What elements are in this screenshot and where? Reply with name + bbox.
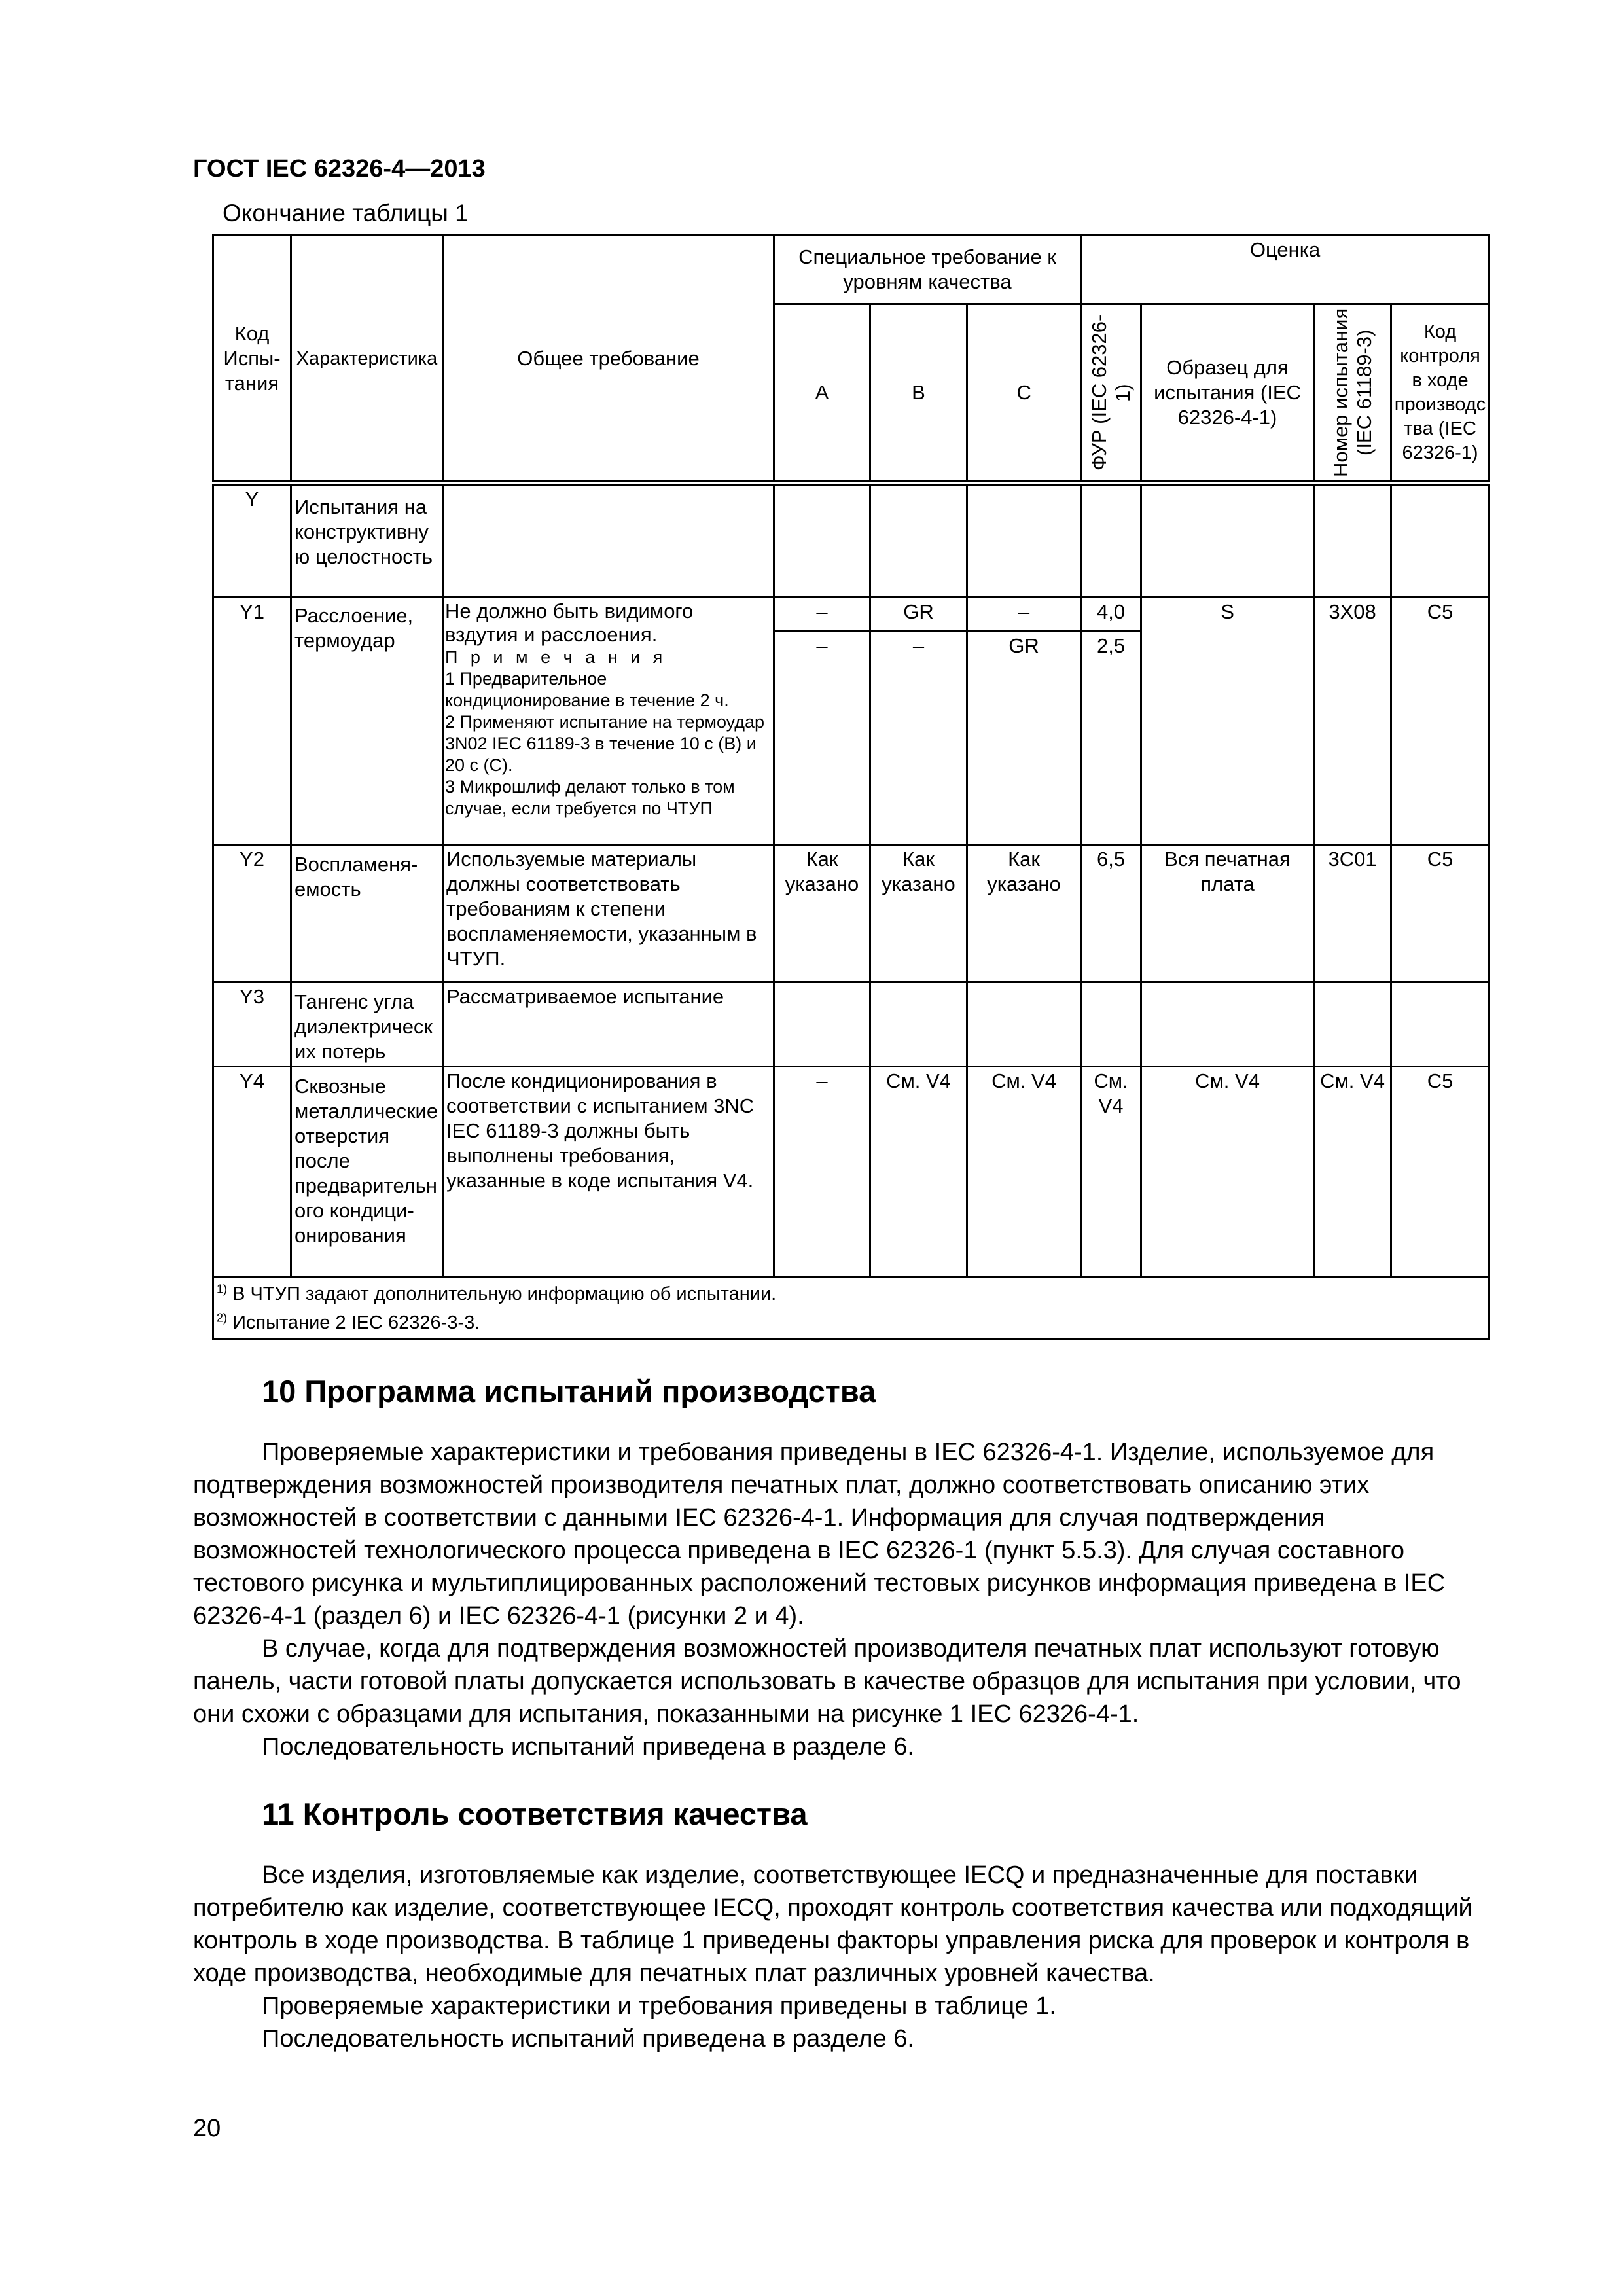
- th-c: C: [967, 304, 1081, 484]
- section-10-body: Проверяемые характеристики и требования приведены в IEC 62326-4-1. Изделие, используемое для подтверждения возможностей производителя печатных плат, должно соответствовать описанию этих возможностей в соответствии с данными IEC 62326-4-1. Информация для случая подтверждения возможностей технологического процесса приведена в IEC 62326-1 (пункт 5.5.3). Для случая составного тестового рисунка и мультиплицированных расположений тестовых рисунков информация приведена в IEC 62326-4-1 (раздел 6) и IEC 62326-4-1 (рисунки 2 и 4). В случае, когда для подтверждения возможностей производителя печатных плат используют готовую панель, части готовой платы допускается использовать в качестве образцов для испытания при условии, что они схожи с образцами для испытания, показанными на рисунке 1 IEC 62326-4-1. Последовательность испытаний приведена в разделе 6.: [193, 1438, 1461, 1761]
- th-sample: Образец для испытания (IEC 62326-4-1): [1141, 304, 1314, 484]
- footnote: $^{1)}$ В ЧТУП задают дополнительную информацию об испытании.: [217, 1282, 777, 1304]
- table-row: Y Испытания на конструктивную целостность: [213, 483, 1489, 597]
- th-control: Код контроля в ходе производства (IEC 62326-1): [1391, 304, 1489, 484]
- page-body: [193, 234, 1495, 2169]
- table-row: Y2 Воспламеня-емость Используемые материалы должны соответствовать требованиям к степени воспламеняемости, указанным в ЧТУП. Как указано Как указано Как указано 6,5 Вся печатная плата 3C01 C5: [213, 844, 1489, 982]
- th-a: A: [774, 304, 870, 484]
- th-characteristic: Характеристика: [291, 236, 443, 484]
- th-b: B: [870, 304, 967, 484]
- section-11-title: 11 Контроль соответствия качества: [262, 1796, 808, 1831]
- page-number: 20: [193, 2114, 221, 2142]
- table-caption: Окончание таблицы 1: [223, 200, 469, 226]
- th-general: Общее требование: [443, 236, 774, 484]
- table-row: – – GR 2,5: [213, 631, 1489, 844]
- th-fur: ФУР (IEC 62326-1): [1087, 314, 1134, 471]
- footnote: $^{2)}$ Испытание 2 IEC 62326-3-3.: [217, 1310, 480, 1333]
- table-row: Y1 Расслоение, термоудар Не должно быть видимого вздутия и расслоения. П р и м е ч а н и я 1 Предварительное кондиционирование в течение 2 ч. 2 Применяют испытание на термоудар 3N02 IEC 61189-3 в течение 10 с (B) и 20 с (C). 3 Микрошлиф делают только в том случае, если требуется по ЧТУП – GR – 4,0 S 3X08 C5: [213, 597, 1489, 631]
- section-10-title: 10 Программа испытаний производства: [262, 1373, 876, 1408]
- th-special: Специальное требование к уровням качества: [774, 236, 1081, 304]
- document-header: ГОСТ IEC 62326-4—2013: [193, 155, 486, 183]
- table-footnotes: [213, 1277, 1489, 1339]
- th-evaluation: Оценка: [1081, 236, 1489, 304]
- table-row: Y4 Сквозные металлические отверстия после предварительного кондици-онирования После кондиционирования в соответствии с испытанием 3NC IEC 61189-3 должны быть выполнены требования, указанные в коде испытания V4. – См. V4 См. V4 См. V4 См. V4 См. V4 C5: [213, 1066, 1489, 1277]
- th-testno: Номер испытания (IEC 61189-3): [1329, 308, 1376, 478]
- section-11-body: Все изделия, изготовляемые как изделие, соответствующее IECQ и предназначенные для поставки потребителю как изделие, соответствующее IECQ, проходят контроль соответствия качества или подходящий контроль в ходе производства. В таблице 1 приведены факторы управления риска для проверок и контроля в ходе производства, необходимые для печатных плат различных уровней качества. Проверяемые характеристики и требования приведены в таблице 1. Последовательность испытаний приведена в разделе 6.: [193, 1861, 1472, 2053]
- requirements-table: [212, 234, 1490, 1340]
- th-code: Код Испы-тания: [213, 236, 291, 484]
- table-row: Y3 Тангенс угла диэлектрических потерь Рассматриваемое испытание: [213, 982, 1489, 1066]
